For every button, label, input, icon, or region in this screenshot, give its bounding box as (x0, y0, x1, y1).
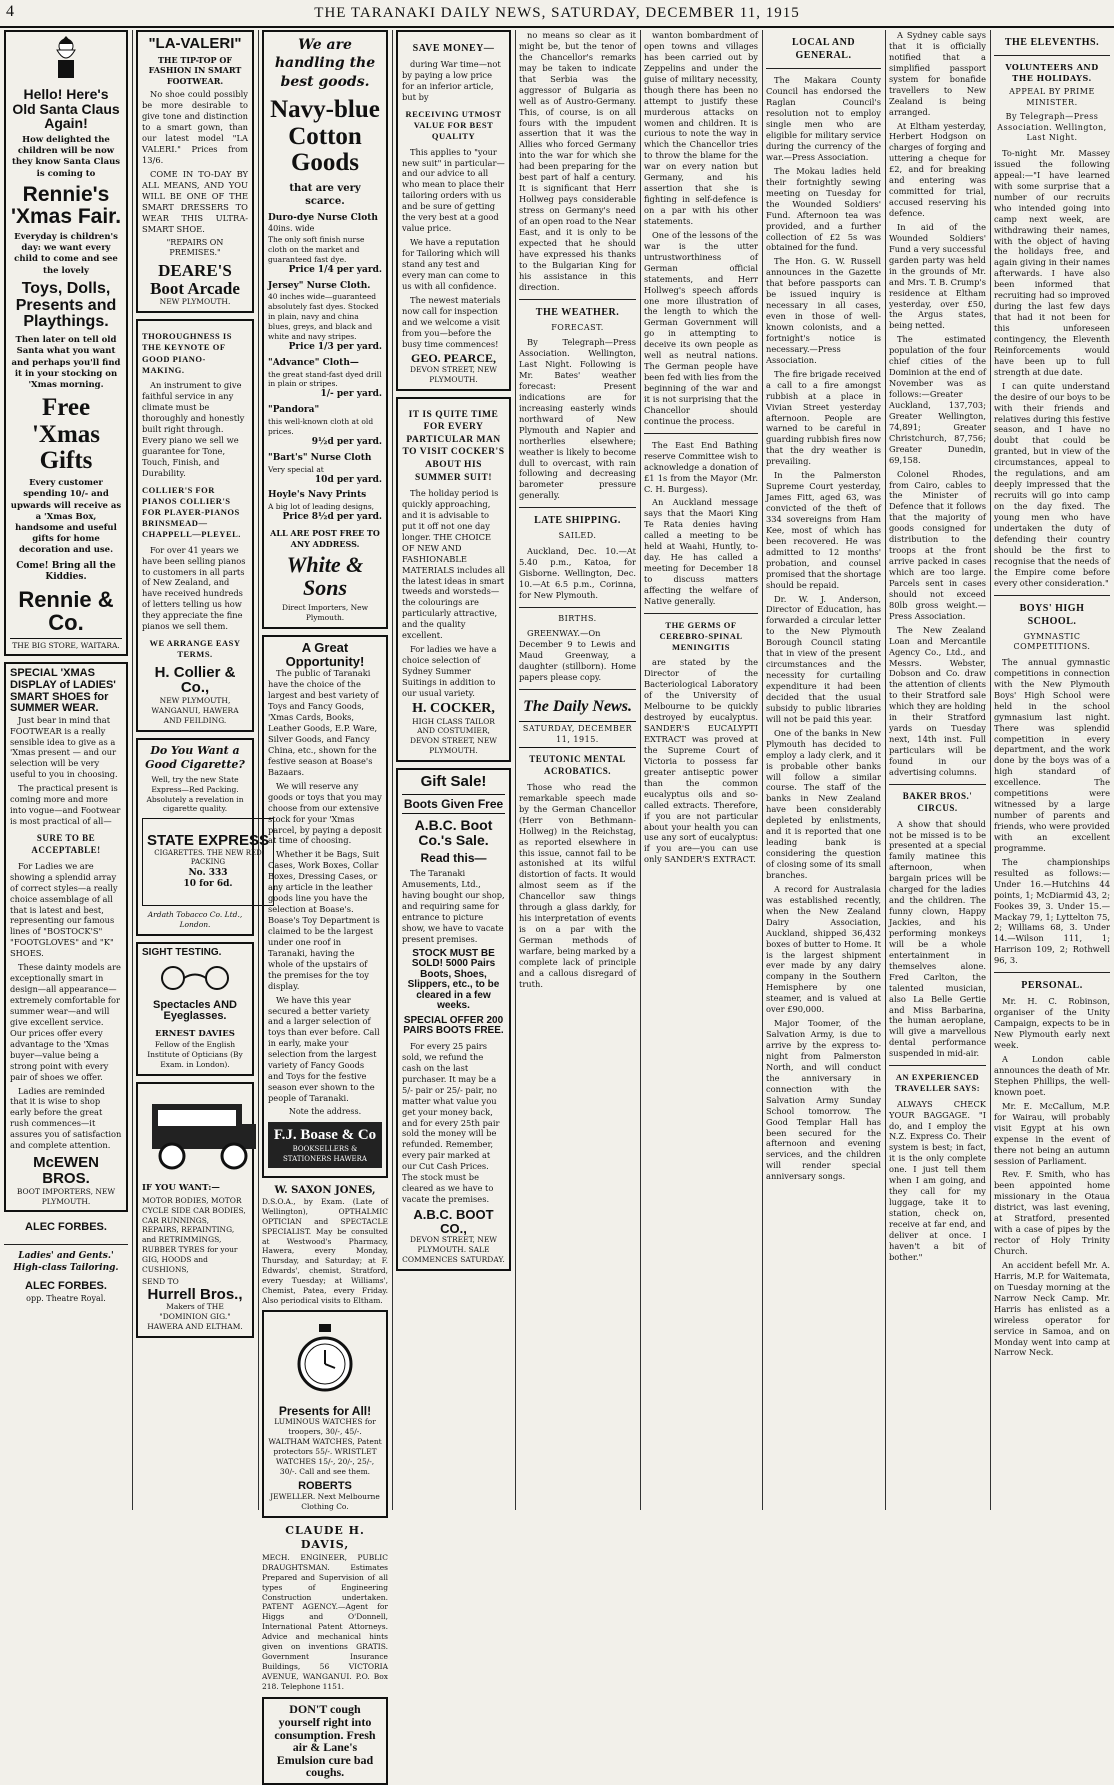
boase-banner (268, 1122, 382, 1168)
product-list (268, 213, 382, 525)
pearce-advert (396, 30, 511, 391)
page-number: 4 (6, 3, 15, 20)
boase-advert (262, 635, 388, 1178)
forbes-address: opp. Theatre Royal. (26, 1294, 106, 1304)
gifts-text: Every customer spending 10/- and upwards will receive as a 'Xmas Box, handsome and useful gifts for home decoration and use. (10, 478, 122, 556)
cig-text: Well, try the new State Express—Red Packing. Absolutely a revelation in cigarette quality. (146, 774, 244, 814)
collier-advert (136, 319, 254, 732)
abc-sub: DEVON STREET, NEW PLYMOUTH. SALE COMMENCES SATURDAY. (402, 1235, 505, 1265)
thorough-heading: THOROUGHNESS IS THE KEYNOTE OF GOOD PIANO-MAKING. (142, 331, 232, 375)
special-offer-headline: SPECIAL OFFER 200 PAIRS BOOTS FREE. (403, 1014, 504, 1037)
davis-advert (262, 1524, 388, 1692)
forecast-heading: FORECAST. (551, 322, 604, 332)
state-express-logo: STATE EXPRESS (147, 832, 269, 850)
davies-name: ERNEST DAVIES (155, 1028, 235, 1039)
divider (519, 507, 636, 508)
column-local-2 (889, 30, 986, 1510)
collier-name: H. Collier & Co., (154, 663, 236, 697)
white-sons-name: White & Sons (286, 552, 364, 601)
ladies-text: For Ladies we are showing a splendid array of correct styles—a really choice assemblage of all that is latest and best, representing our famous lines of "BOSTOCK'S" "FOOTGLOVES" and "K" SHOES. (10, 860, 118, 959)
rennie-store-name: Rennie & Co. (18, 587, 114, 636)
cig-number: No. 333 (188, 867, 228, 878)
dainty-text: These dainty models are exceptionally smart in design—all appearance—extremely comfortable for summer wear—and will give excellent service. Our prices offer every advantage to the 'Xmas buyer—value being a strong point with every pair of shoes we offer. (10, 962, 121, 1082)
local-item-12: In aid of the Wounded Soldiers' Fund a very successful garden party was held in the grounds of Mr. and Mrs. T. B. Crump's residence at Eltham yesterday, over £50, the Argus states, being netted. (889, 221, 986, 331)
column-tailors (396, 30, 511, 1510)
reminded-text: Ladies are reminded that it is wise to shop early before the great rush commences—it assures you of satisfaction and complete attention. (10, 1085, 122, 1151)
rennie-store-sub: THE BIG STORE, WAITARA. (10, 638, 122, 651)
pearce-sub: DEVON STREET, NEW PLYMOUTH. (409, 365, 498, 384)
appeal-heading: APPEAL BY PRIME MINISTER. (1009, 87, 1095, 107)
local-item-8: A record for Australasia was established recently, when the New Zealand Dairy Association, Auckland, shipped 36,432 boxes of butter to Home. It is the largest shipment ever made by any dairy company in the Southern Hemisphere by one steamer, and is valued at over £90,000. (766, 883, 881, 1015)
cig-price: 10 for 6d. (183, 879, 233, 890)
product-item: Jersey" Nurse Cloth. 40 inches wide—guaranteed absolutely fast dyes. Stocked in plain, navy and china blues, greys, and black and white and navy stripes. Price 1/3 per yard. (268, 280, 382, 352)
collier-sub: NEW PLYMOUTH, WANGANUI, HAWERA AND FEILDING. (151, 696, 239, 725)
local-item-5: In the Palmerston Supreme Court yesterday, James Fitt, aged 63, was convicted of the theft of 334 sovereigns from Ham Kee, most of which has been recovered. He was admitted to 12 months' probation, and counsel promised that the shortage should be repaid. (766, 470, 881, 590)
everyday-text: Everyday is children's day: we want every child to come and see the lovely (14, 231, 118, 276)
davis-name: CLAUDE H. DAVIS, (285, 1523, 365, 1552)
local-item-1: The Makara County Council has endorsed the Raglan Council's resolution not to employ single men who are eligible for military service during the currency of the war.—Press Association. (766, 75, 881, 162)
opportunity-text-2: We will reserve any goods or toys that you may choose from our extensive stock for your 'Xmas parcel, by paying a deposit at time of choosing. (268, 780, 382, 846)
santa-intro: How delighted the children will be now they know Santa Claus is coming to (11, 135, 121, 179)
cocker-sub: HIGH CLASS TAILOR AND COSTUMIER, DEVON STREET, NEW PLYMOUTH. (409, 716, 498, 756)
white-sons-sub: Direct Importers, New Plymouth. (281, 603, 369, 623)
mcewen-name: McEWEN BROS. (33, 1154, 99, 1187)
editorial-text-2: wanton bombardment of open towns and villages has been carried out by Zeppelins and under the guise of military necessity, though there has been no attempt to justify these murderous attacks on women and children. It is curious to note the way in which the Chancellor tries to throw the blame for the war on every nation but Germany, and his assertion that she is fighting in self-defence is on a par with his other statements. (644, 30, 758, 226)
save-text-2: This applies to "your new suit" in particular—and our advice to all who mean to place their tailoring orders with us and be sure of getting the very best at a good value price. (402, 146, 505, 234)
send-to: SEND TO (142, 1276, 179, 1286)
bathing-text: The East End Bathing reserve Committee wish to acknowledge a donation of £1 1s from the Mayor (Mr. C. H. Burgess). (644, 439, 758, 494)
column-rennie (4, 30, 128, 1510)
hurrell-sub: Makers of THE "DOMINION GIG." HAWERA AND ELTHAM. (147, 1302, 243, 1332)
santa-claus-icon (51, 36, 81, 80)
save-text: during War time—not by paying a low price for an inferior article, but by (402, 59, 501, 102)
if-you-want: IF YOU WANT:— (142, 1182, 220, 1193)
column-white-sons (262, 30, 388, 1780)
motor-car-icon (142, 1094, 262, 1174)
divider (519, 607, 636, 608)
xmas-fair-headline: Rennie's 'Xmas Fair. (10, 182, 122, 228)
germs-heading: THE GERMS OF CEREBRO-SPINAL MENINGITIS (659, 619, 743, 653)
births-text: GREENWAY.—On December 9 to Lewis and Maud Greenway, a daughter (stillborn). Home papers please copy. (519, 628, 636, 683)
lane-advert (262, 1697, 388, 1785)
local-item-13: The estimated population of the four chief cities of the Dominion at the end of November was as follows:—Greater Auckland, 137,703; Greater Wellington, 74,891; Greater Christchurch, 87,756; Greater Dunedin, 69,158. (889, 334, 986, 465)
pearce-name: GEO. PEARCE, (410, 351, 496, 366)
appeal-text-2: I can quite understand the desire of our boys to be with their friends and relatives during this festive season, and I have no doubt that could be granted, but in view of the circumstances, appeal to the regulations, and am deeply impressed that the recruits will go into camp on the day fixed. The young men who have undertaken the duty of defending their country should be the first to recognise that the needs of the Empire come before every other consideration." (994, 380, 1110, 588)
cig-sub: CIGARETTES. THE NEW RED PACKING (154, 849, 262, 867)
cocker-name: H. COCKER, (412, 700, 495, 716)
opportunity-text-4: We have this year secured a better variety and a larger selection of toys than ever before. Call in early, make your selection from the largest variety of Fancy Goods and Toys for the festive season ever shown to the people of Taranaki. (268, 994, 380, 1104)
roberts-advert (262, 1310, 388, 1518)
germs-text: are stated by the Director of the Bacteriological Laboratory of the University of Melbourne to be quickly destroyed by eucalyptus. SANDER'S EUCALYPTI EXTRACT was proved at the Supreme Court of Victoria to possess far greater antiseptic power than the common eucalyptus oils and so-called extracts. Therefore, if you are not particular about your health you can use any sort of eucalyptus: if you are—you can use only SANDER'S EXTRACT. (644, 657, 758, 865)
personal-item-4: Rev. F. Smith, who has been appointed home missionary in the Otaua district, was last evening, at Stratford, presented with a case of pipes by the rector of Holy Trinity Church. (994, 1169, 1110, 1257)
masthead-title: THE TARANAKI DAILY NEWS, SATURDAY, DECEMBER 11, 1915 (314, 4, 800, 21)
local-general-heading: LOCAL AND GENERAL. (791, 37, 856, 62)
boots-free-headline: Boots Given Free (402, 794, 505, 815)
save-text-3: We have a reputation for Tailoring which will stand any test and every man can come to us with all confidence. (402, 237, 500, 291)
editorial-text: no means so clear as it might be, but the tenor of the Chancellor's remarks may be taken to indicate that Serbia was the aggressor of Bulgaria as well as of Austro-Germany. This, of course, is on all fours with the impudent assertion that it was the Allies who forced Germany into the war for which she had been preparing for the best part of half a century. It is significant that Herr Hollweg pays considerable stress on Germany's need of an open road to the Near East, and it is only to be expected that he should have expressed his thanks to the Bulgarian King for his assistance in this direction. (519, 30, 636, 292)
forecast-text: By Telegraph—Press Association. Wellington, Last Night. Following is Mr. Bates' weather forecast: Present indications are for increasing easterly winds northward of New Plymouth and Napier and northerlies elsewhere; weather is likely to become dull to overcast, with rain following and decreasing barometer pressure generally. (519, 337, 636, 501)
sailed-heading: SAILED. (558, 531, 597, 541)
boase-sub: BOOKSELLERS & STATIONERS HAWERA (283, 1145, 367, 1163)
roberts-name: ROBERTS (298, 1479, 352, 1492)
gift-sale-headline: Gift Sale! (420, 773, 487, 791)
bring-kiddies: Come! Bring all the Kiddies. (16, 560, 116, 583)
boys-school-heading: BOYS' HIGH SCHOOL. (1019, 602, 1085, 627)
free-gifts-headline: Free 'Xmas Gifts (31, 394, 101, 474)
cig-question: Do You Want a Good Cigarette? (145, 743, 245, 772)
read-headline: Read this— (420, 850, 487, 865)
column-elevenths (994, 30, 1110, 1510)
lavaleri-title: "LA-VALERI" (148, 35, 242, 52)
watch-icon (297, 1322, 353, 1396)
divider (644, 433, 758, 434)
local-item-3: The Hon. G. W. Russell announces in the Gazette that before passports can be issued inquiry is necessary in all cases, even in those of well-known colonists, and a fortnight's notice is necessary.—Press Association. (766, 256, 881, 365)
divider (889, 784, 986, 785)
divider (766, 68, 881, 69)
collier-list: COLLIER'S FOR PIANOS COLLIER'S FOR PLAYER-PIANOS BRINSMEAD—CHAPPELL—PLEYEL. (142, 484, 241, 540)
local-item-10: A Sydney cable says that it is officially notified that a simplified passport system for bonafide travellers to New Zealand is being arranged. (889, 30, 986, 117)
scarce-text: that are very scarce. (289, 183, 361, 208)
appeal-text: To-night Mr. Massey issued the following appeal:—"I have learned with some surprise that a number of our recruits who intended going into camp next week, are withdrawing their names, with the object of having the holidays free, and again giving in their names afterwards. I have also been informed that recruiting had so improved during the last few days that had it not been for this unforeseen contingency, the Eleventh Reinforcements would have been up to full strength at due date. (994, 148, 1110, 377)
save-text-4: The newest materials now call for inspection and we welcome a visit from you—before the busy time commences! (402, 294, 501, 349)
hurrell-name: Hurrell Bros., (147, 1285, 243, 1303)
divider (519, 689, 636, 690)
daily-news-nameplate: The Daily News. (523, 697, 632, 715)
davies-sub: Fellow of the English Institute of Opticians (By Exam. in London). (147, 1039, 243, 1069)
abc-sale-headline: A.B.C. Boot Co.'s Sale. (414, 817, 493, 849)
stock-headline: STOCK MUST BE SOLD! 5000 Pairs Boots, Shoes, Slippers, etc., to be cleared in a few weeks. (407, 947, 500, 1012)
champs-text: The championships resulted as follows:— Under 16.—Hutchins 44 points, 1; McDiarmid 43, 2; Fookes 39, 3. Under 15.—Mackay 79, 1; Lyttelton 75, 2; Williams 68, 3. Under 14.—Wilson 111, 1; Harrison 109, 2; Rothwell 96, 3. (994, 856, 1110, 966)
divider (889, 1065, 986, 1066)
presents-headline: Presents for All! (278, 1403, 372, 1418)
offer-text: For every 25 pairs sold, we refund the cash on the last purchaser. It may be a 5/- pair or 25/- pair, no matter what value you get your money back, and for every 25th pair sold the money will be refunded. Remember, every pair marked at our Cut Cash Prices. The stock must be cleared as we have to vacate the premises. (402, 1040, 500, 1205)
opportunity-headline: A Great Opportunity! (285, 640, 365, 669)
column-rule (392, 30, 393, 1510)
davis-text: MECH. ENGINEER, PUBLIC DRAUGHTSMAN. Estimates Prepared and Supervision of all types of Engineering Construction undertaken. PATENT AGENCY.—Agent for Higgs and O'Donnell, International Patent Attorneys. Advice and mechanical hints given on inventions GRATIS. Government Insurance Buildings, 56 VICTORIA AVENUE, WANGANUI. P.O. Box 218. Telephone 1151. (262, 1552, 388, 1691)
saxon-text: D.S.O.A., by Exam. (Late of Wellington), OPTHALMIC OPTICIAN and SPECTACLE SPECIALIST. May be consulted at Westwood's Pharmacy, Hawera, every Monday, Thursday, and Saturday; at F. Edwards', chemist, Stratford, every Tuesday; at Williams', Chemist, Patea, every Friday. Also periodical visits to Eltham. (262, 1196, 388, 1305)
cig-maker: Ardath Tobacco Co. Ltd., London. (147, 910, 243, 930)
save-money-heading: SAVE MONEY— (412, 43, 495, 54)
divider (644, 613, 758, 614)
davies-advert (136, 942, 254, 1075)
santa-greeting: Hello! Here's Old Santa Claus Again! (12, 85, 120, 132)
saxon-advert (262, 1184, 388, 1306)
mcewen-sub: BOOT IMPORTERS, NEW PLYMOUTH. (16, 1186, 116, 1206)
mcewen-advert (4, 662, 128, 1212)
column-rule (762, 30, 763, 1510)
special-text: Just bear in mind that FOOTWEAR is a really sensible idea to give as a 'Xmas present — and our selection will be very useful to you in choosing. (10, 714, 118, 780)
post-free: ALL ARE POST FREE TO ANY ADDRESS. (270, 528, 380, 549)
navy-headline: Navy-blue Cotton Goods (270, 96, 380, 176)
repairs-text: "REPAIRS ON PREMISES." (166, 237, 224, 258)
local-item-4: The fire brigade received a call to a fire amongst rubbish at a place in Vivian Street yesterday afternoon. People are warned to be careful in guarding rubbish fires now that the dry weather is prevailing. (766, 368, 881, 467)
column-editorial (519, 30, 636, 1510)
product-item: Duro-dye Nurse Cloth 40ins. wide The only soft finish nurse cloth on the market and guaranteed fast dye. Price 1/4 per yard. (268, 212, 382, 275)
teutonic-text: Those who read the remarkable speech made by the German Chancellor (Herr von Bethmann-Hollweg) in the Reichstag, as reported elsewhere in this issue, cannot fail to be astonished at its wilful distortion of facts. It would almost seem as if the Chancellor saw things through a glass darkly, for his interpretation of events is on a par with the German methods of warfare, being marked by a complete lack of principle and a callous disregard of truth. (519, 781, 636, 989)
forbes-name: ALEC FORBES. (25, 1221, 107, 1234)
column-rule (885, 30, 886, 1510)
roberts-sub: JEWELLER. Next Melbourne Clothing Co. (270, 1492, 380, 1512)
personal-item-1: Mr. H. C. Robinson, organiser of the Unity Campaign, expects to be in New Plymouth early next week. (994, 996, 1110, 1051)
presents-text: LUMINOUS WATCHES for troopers, 30/-, 45/-. WALTHAM WATCHES, Patent protectors 55/-. WRISTLET WATCHES 15/-, 20/-, 25/-, 30/-. Call and see them. (268, 1417, 382, 1476)
local-item-11: At Eltham yesterday, Herbert Hodgson on charges of forging and uttering a cheque for £2, and for breaking and entering was committed for trial, accused reserving his defence. (889, 120, 986, 218)
births-heading: BIRTHS. (558, 613, 597, 623)
column-editorial-2 (644, 30, 758, 1510)
time-heading: IT IS QUITE TIME FOR EVERY PARTICULAR MAN TO VISIT COCKER'S ABOUT HIS SUMMER SUIT! (402, 409, 505, 483)
masthead (0, 0, 1114, 28)
local-item-14: Colonel Rhodes, from Cairo, cables to the Minister of Defence that it follows that the majority of goods consigned for distribution to the troops at the front arrive packed in cases which are too large. Parcels sent in cases should not exceed 80lb gross weight.—Press Association. (889, 468, 986, 621)
traveller-heading: AN EXPERIENCED TRAVELLER SAYS: (894, 1072, 981, 1094)
special-display: SPECIAL 'XMAS DISPLAY of LADIES' SMART SHOES for SUMMER WEAR. (10, 667, 116, 715)
sailed-text: Auckland, Dec. 10.—At 5.40 p.m., Katoa, for Gisborne. Wellington, Dec. 10.—At 6.5 p.m., Corinna, for New Plymouth. (519, 546, 636, 600)
elevenths-heading: THE ELEVENTHS. (1004, 37, 1100, 48)
note-address: Note the address. (288, 1106, 362, 1116)
boase-name: F.J. Boase & Co (273, 1126, 377, 1143)
deare-name: DEARE'S Boot Arcade (150, 260, 240, 298)
maori-king-text: An Auckland message says that the Maori King Te Rata denies having called a meeting to be held at Waahi, Huntly, to-day. He has called a meeting for December 18 to discuss matters affecting the welfare of Native generally. (644, 497, 758, 606)
cough-text: DON'T cough yourself right into consumption. Fresh air & Lane's Emulsion cure bad coughs. (274, 1702, 376, 1780)
cocker-advert (396, 397, 511, 762)
column-rule (640, 30, 641, 1510)
divider (994, 55, 1110, 56)
cigarette-pack-icon (142, 818, 274, 906)
opportunity-text-3: Whether it be Bags, Suit Cases, Work Boxes, Collar Boxes, Dressing Cases, or any article in the leather goods line you have the selection at Boase's. Boase's Toy Department is claimed to be the largest under one roof in Taranaki, having the whole of the upstairs of the premises for the toy display. (268, 849, 380, 991)
hurrell-advert (136, 1082, 254, 1339)
editorial-date: SATURDAY, DECEMBER 11, 1915. (519, 721, 636, 748)
rennie-advert (4, 30, 128, 656)
lavaleri-text: No shoe could possibly be more desirable to give tone and distinction to a smart gown, than our latest model "LA VALERI." Prices from 13/6. (142, 89, 248, 166)
come-in-text: COME IN TO-DAY BY ALL MEANS, AND YOU WILL BE ONE OF THE SMART DRESSERS TO WEAR THIS ULTRA-SMART SHOE. (142, 168, 248, 234)
column-local (766, 30, 881, 1510)
forbes-name-2: ALEC FORBES. (25, 1279, 107, 1292)
local-item-6: Dr. W. J. Anderson, Director of Education, has forwarded a circular letter to the New Plymouth Borough Council stating that in view of the present circumstances and the necessity for curtailing expenditure it had been decided that the usual subsidy to public libraries will not be paid this year. (766, 593, 881, 724)
lavaleri-sub: THE TIP-TOP OF FASHION IN SMART FOOTWEAR. (148, 54, 242, 86)
column-rule (515, 30, 516, 1510)
weather-heading: THE WEATHER. (535, 306, 620, 318)
cocker-ladies-text: For ladies we have a choice selection of Sydney Summer Suitings in addition to our usual variety. (402, 644, 497, 698)
gymnastic-heading: GYMNASTIC COMPETITIONS. (1013, 631, 1091, 652)
divider (519, 299, 636, 300)
sight-testing: SIGHT TESTING. (142, 947, 222, 959)
saxon-name: W. SAXON JONES, (274, 1184, 376, 1196)
read-text: The Taranaki Amusements, Ltd., having bought our shop, and requiring same for entrance to picture show, we have to vacate present premises. (402, 868, 505, 945)
piano-text: An instrument to give faithful service in any climate must be thoroughly and honestly built right through. Every piano we sell we guarantee for Tone, Touch, Finish, and Durability. (142, 380, 245, 478)
tell-santa-text: Then later on tell old Santa what you want and perhaps you'll find it in your stocking on 'Xmas morning. (11, 335, 121, 391)
personal-item-2: A London cable announces the death of Mr. Stephen Phillips, the well-known poet. (994, 1054, 1110, 1097)
column-rule (990, 30, 991, 1510)
personal-heading: PERSONAL. (1021, 980, 1083, 992)
telegraph-line: By Telegraph—Press Association. Wellington, Last Night. (997, 112, 1107, 143)
abc-advert (396, 768, 511, 1271)
local-item-2: The Mokau ladies held their fortnightly sewing meeting on Tuesday for the Wounded Soldiers' Fund. Afternoon tea was provided, and a further collection of £2 5s was obtained for the fund. (766, 165, 881, 253)
gymnastic-text: The annual gymnastic competitions in connection with the New Plymouth Boys' High School were held in the school gymnasium last night. There was splendid competition in every department, and the work done by the boys was of a high standard of excellence. The competitions were witnessed by a large number of parents and friends, who were provided with an excellent programme. (994, 656, 1110, 853)
state-express-advert (136, 738, 269, 936)
spectacles-headline: Spectacles AND Eyeglasses. (153, 998, 237, 1023)
teutonic-heading: TEUTONIC MENTAL ACROBATICS. (529, 754, 626, 777)
product-item: Hoyle's Navy Prints A big lot of leading designs, Price 8½d per yard. (268, 490, 382, 523)
divider (994, 972, 1110, 973)
local-item-15: The New Zealand Loan and Mercantile Agency Co., Ltd., and Messrs. Webster, Dobson and Co. draw the attention of clients to their Stratford sale which they are holding in their Stratford yards on Tuesday next, 14th inst. Full particulars will be found in our advertising columns. (889, 624, 986, 777)
column-rule (132, 30, 133, 1510)
deare-sub: NEW PLYMOUTH. (159, 297, 231, 307)
circus-heading: BAKER BROS.' CIRCUS. (902, 790, 973, 813)
spectacles-icon (145, 963, 245, 993)
shipping-heading: LATE SHIPPING. (534, 515, 621, 527)
column-deare-collier (136, 30, 269, 1510)
divider (994, 595, 1110, 596)
sure-accept: SURE TO BE ACCEPTABLE! (31, 833, 101, 855)
easy-terms: WE ARRANGE EASY TERMS. (149, 638, 241, 660)
product-item: "Advance" Cloth— the great stand-fast dyed drill in plain or stripes. 1/- per yard. (268, 357, 382, 400)
product-item: "Bart's" Nurse Cloth Very special at 10d per yard. (268, 452, 382, 485)
forty-years-text: For over 41 years we have been selling pianos to customers in all parts of New Zealand, and have received hundreds of letters telling us how they appreciate the fine pianos we sell them. (142, 544, 246, 632)
white-sons-advert (262, 30, 388, 629)
toys-headline: Toys, Dolls, Presents and Playthings. (15, 279, 117, 331)
product-item: "Pandora" this well-known cloth at old prices. 9½d per yard. (268, 405, 382, 447)
practical-text: The practical present is coming more and more into vogue—and Footwear is most practical of all— (10, 783, 121, 827)
personal-item-5: An accident befell Mr. A. Harris, M.P. for Waitemata, on Tuesday morning at the Narrow Neck Camp. Mr. Harris has enlisted as a wireless operator for service in Samoa, and on Monday went into camp at Narrow Neck. (994, 1259, 1110, 1358)
want-list: MOTOR BODIES, MOTOR CYCLE SIDE CAR BODIES, CAR RUNNINGS, REPAIRS, REPAINTING, and RETRIMMINGS, RUBBER TYRES for your GIG, HOODS and CUSHIONS, (142, 1195, 246, 1274)
editorial-text-3: One of the lessons of the war is the utter untrustworthiness of German official statements, and Herr Hollweg's speech affords one more illustration of the length to which the German Government will go in attempting to deceive its own people as well as neutral nations. The German people have been fed with lies from the beginning of the war and it is not surprising that the Chancellor should continue the process. (644, 229, 758, 426)
holiday-text: The holiday period is quickly approaching, and it is advisable to put it off not one day longer. THE CHOICE OF NEW AND FASHIONABLE MATERIALS includes all the latest ideas in smart tweeds and worsteds—the colourings are particularly attractive, and the quality excellent. (402, 488, 505, 641)
forbes-tailoring: Ladies' and Gents.' High-class Tailoring. (13, 1250, 119, 1273)
opportunity-text: The public of Taranaki have the choice of the largest and best variety of Toys and Fancy Goods, 'Xmas Cards, Books, Leather Goods, E.P. Ware, Silver Goods, and Fancy China, etc., shown for the festive season at Boase's Bazaars. (268, 668, 379, 777)
volunteers-heading: VOLUNTEERS AND THE HOLIDAYS. (1005, 62, 1099, 83)
receiving-heading: RECEIVING UTMOST VALUE FOR BEST QUALITY (405, 108, 502, 142)
circus-text: A show that should not be missed is to be presented at a special family matinee this afternoon, when bargain prices will be charged for the ladies and the children. The funny clown, Happy Jackies, and his performing monkeys will be a whole entertainment in themselves alone. Fred Carlton, the talented musician, also La Belle Gertie and Miss Barbarina, the human aeroplane, will give a marvellous dental performance suspended in mid-air. (889, 818, 986, 1059)
local-item-7: One of the banks in New Plymouth has decided to employ a lady clerk, and it is probable other banks will follow a similar course. The staff of the banks in New Zealand have been considerably depleted by enlistments, and it is reported that one leading bank is considering the question of closing some of its small branches. (766, 727, 881, 880)
traveller-text: ALWAYS CHECK YOUR BAGGAGE. "I do, and I employ the N.Z. Express Co. Their system is best; in fact, it is the only complete one. I just tell them when I am going, and they call for my luggage, take it to station, check on, receive at far end, and deliver at once. I haven't a bit of bother." (889, 1098, 986, 1262)
personal-item-3: Mr. E. McCallum, M.P. for Wairau, will probably visit Egypt at his own expense in the event of there not being an autumn session of Parliament. (994, 1100, 1110, 1166)
divider (4, 1244, 128, 1245)
handling-headline: We are handling the best goods. (274, 37, 376, 90)
deare-advert (136, 30, 254, 313)
column-rule (258, 30, 259, 1510)
abc-name: A.B.C. BOOT CO., (413, 1207, 494, 1236)
local-item-9: Major Toomer, of the Salvation Army, is due to arrive by the express to-night from Palmerston North, and will conduct the anniversary in connection with the Salvation Army Sunday School tomorrow. The Good Templar Hall has been secured for the afternoon and evening services, and the children will render special anniversary songs. (766, 1018, 881, 1182)
